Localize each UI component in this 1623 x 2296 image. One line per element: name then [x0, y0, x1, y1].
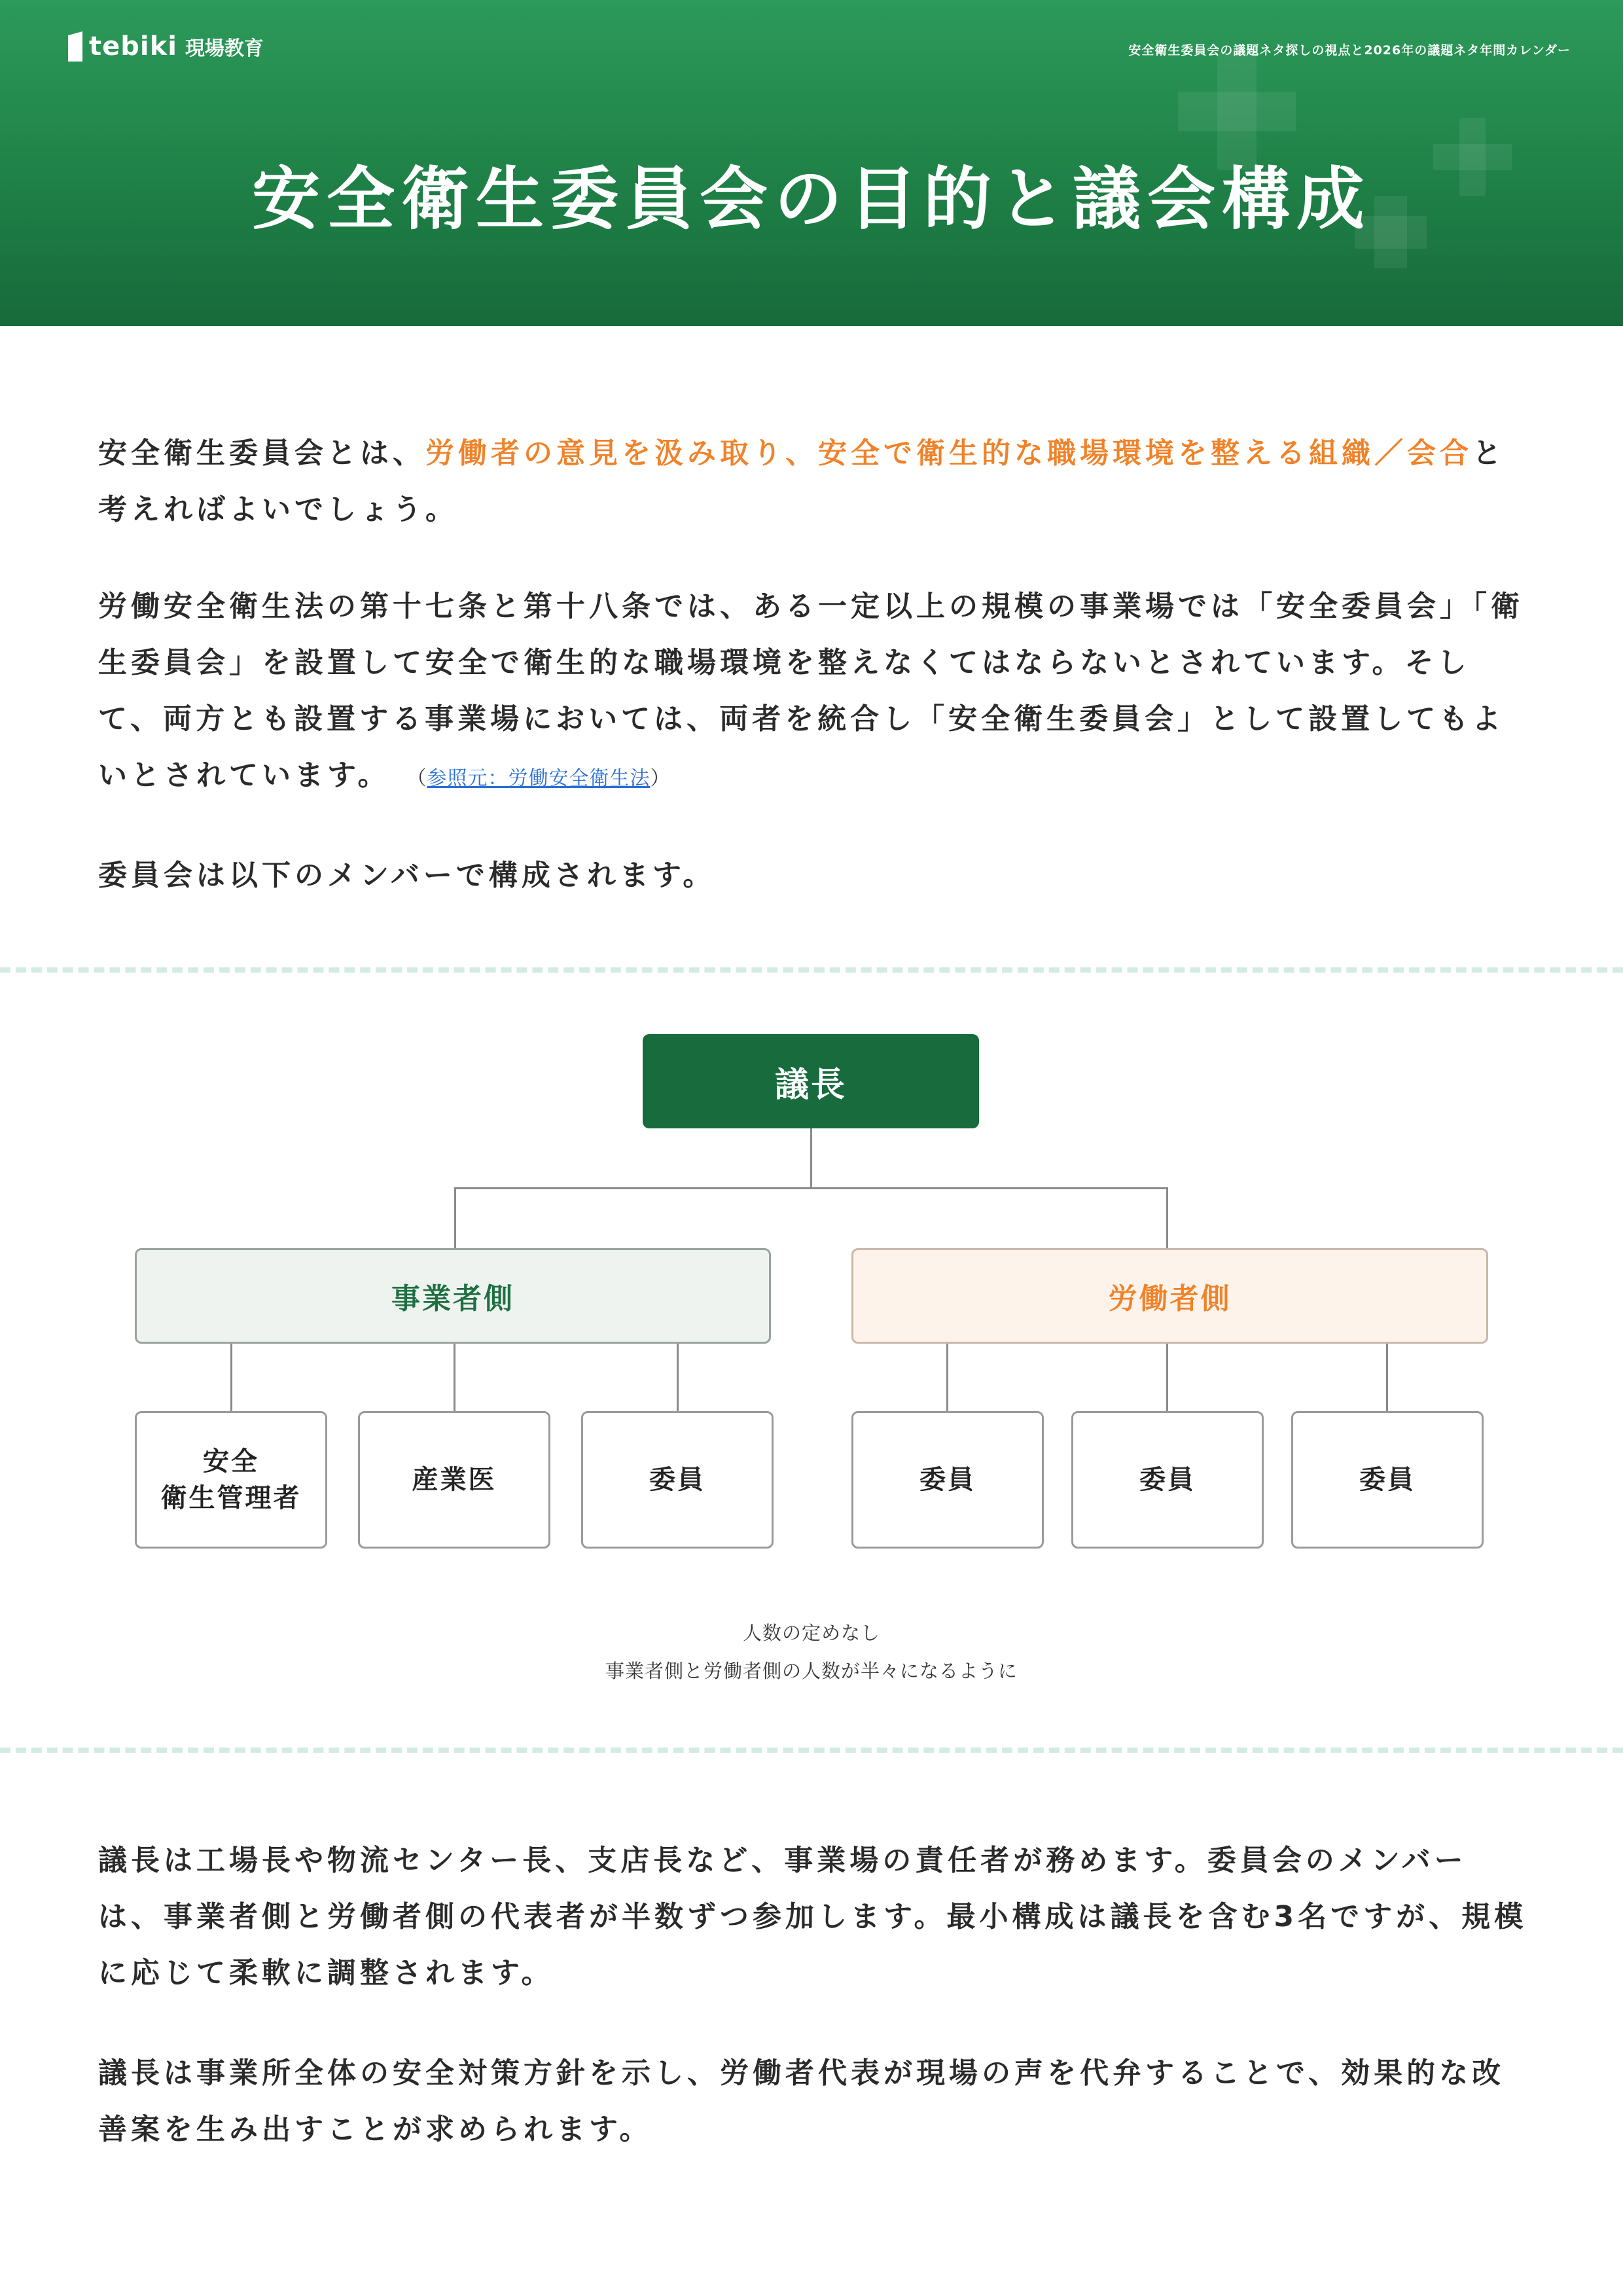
worker-member-1 [851, 1411, 1044, 1549]
brand-logo [65, 31, 264, 62]
law-paragraph [98, 579, 1531, 807]
member-label: 委員 [919, 1465, 976, 1495]
brand-name: tebiki [89, 31, 177, 62]
reference-close: ） [650, 767, 671, 790]
connector-employer-member-2 [454, 1344, 455, 1412]
law-text: 労働安全衛生法の第十七条と第十八条では、ある一定以上の規模の事業場では「安全委員会」「衛生委員会」を設置して安全で衛生的な職場環境を整えなくてはならないとされています。そして、両方とも設置する事業場においては、両者を統合し「安全衛生委員会」として設置してもよいとされています。 [98, 590, 1524, 792]
connector-employer [454, 1187, 456, 1249]
decor-cross-1b [1178, 92, 1296, 131]
members-intro: 委員会は以下のメンバーで構成されます。 [98, 859, 716, 892]
member-label-line2: 衛生管理者 [160, 1483, 302, 1513]
divider-top [0, 967, 1623, 973]
reference [416, 767, 670, 790]
member-label: 委員 [649, 1465, 705, 1495]
connector-worker-member-1 [946, 1344, 948, 1412]
tebiki-logo-icon [65, 31, 85, 62]
connector-chair-down [810, 1128, 812, 1189]
connector-worker-member-3 [1386, 1344, 1388, 1412]
connector-employer-member-3 [677, 1344, 679, 1412]
brand-subname: 現場教育 [185, 37, 264, 60]
connector-worker [1166, 1187, 1168, 1249]
employer-side-box: 事業者側 [135, 1248, 771, 1344]
connector-worker-member-2 [1166, 1344, 1168, 1412]
page-title: 安全衛生委員会の目的と議会構成 [251, 159, 1371, 239]
intro-lead: 安全衛生委員会とは、 [98, 437, 425, 470]
divider-bottom [0, 1748, 1623, 1753]
chair-box: 議長 [643, 1034, 979, 1128]
worker-member-3 [1291, 1411, 1484, 1549]
chair-role-paragraph: 議長は工場長や物流センター長、支店長など、事業場の責任者が務めます。委員会のメンバーは、事業者側と労働者側の代表者が半数ずつ参加します。最小構成は議長を含む3名ですが、規模に応じて柔軟に調整されます。 [98, 1844, 1527, 1990]
member-label-line1: 安全 [203, 1446, 259, 1477]
intro-tail: と考えればよいでしょう。 [98, 437, 1505, 526]
connector-employer-member-1 [230, 1344, 232, 1412]
reference-link[interactable]: 参照元：労働安全衛生法 [427, 767, 651, 790]
reference-open: （ [416, 767, 427, 790]
header-banner [0, 0, 1623, 326]
org-note-1: 人数の定めなし [742, 1622, 880, 1644]
roles-paragraph: 議長は事業所全体の安全対策方針を示し、労働者代表が現場の声を代弁することで、効果的な改善案を生み出すことが求められます。 [98, 2056, 1505, 2146]
employer-member-safety-manager [135, 1411, 327, 1549]
employer-member-industrial-physician [358, 1411, 550, 1549]
intro-paragraph [98, 425, 1531, 538]
member-label: 委員 [1139, 1465, 1196, 1495]
org-note-2: 事業者側と労働者側の人数が半々になるように [605, 1660, 1018, 1682]
worker-member-2 [1071, 1411, 1264, 1549]
member-label: 委員 [1359, 1465, 1416, 1495]
intro-highlight: 労働者の意見を汲み取り、安全で衛生的な職場環境を整える組織／会合 [425, 437, 1472, 470]
member-label: 産業医 [412, 1465, 497, 1495]
worker-side-box: 労働者側 [851, 1248, 1488, 1344]
employer-member-committee [581, 1411, 774, 1549]
connector-horizontal-top [454, 1187, 1168, 1189]
document-series-title: 安全衛生委員会の議題ネタ探しの視点と2026年の議題ネタ年間カレンダー [1128, 43, 1571, 58]
